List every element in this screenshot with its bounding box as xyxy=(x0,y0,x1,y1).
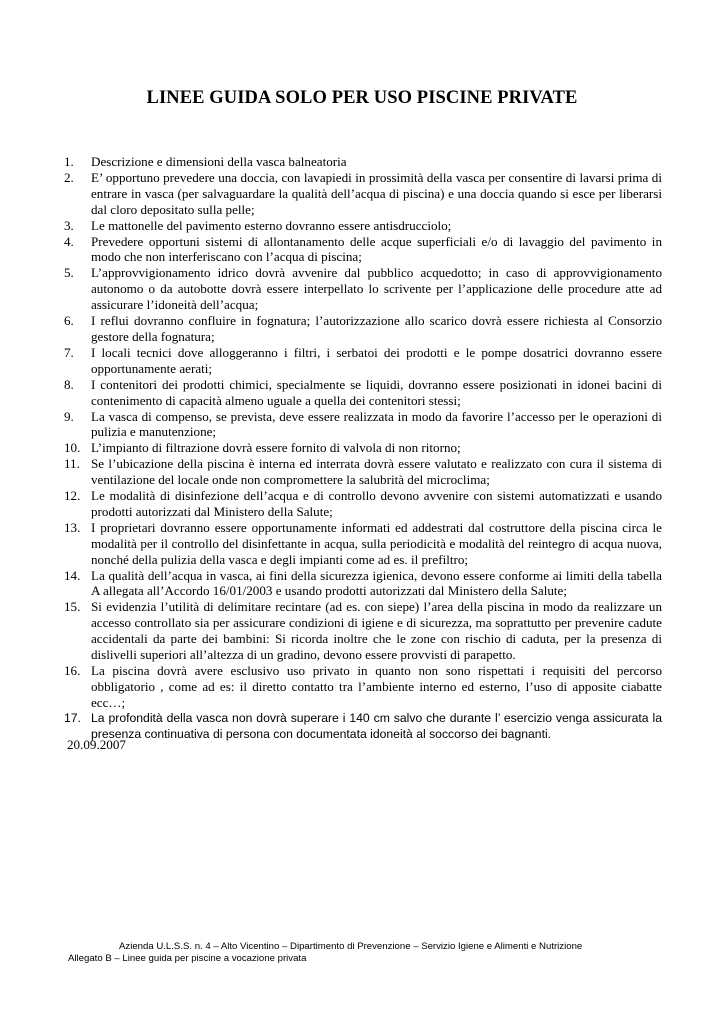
list-item xyxy=(64,520,662,568)
footer-attachment: Allegato B – Linee guida per piscine a vocazione privata xyxy=(68,953,307,964)
item-text: Le mattonelle del pavimento esterno dovranno essere antisdrucciolo; xyxy=(91,217,452,233)
item-number: 11. xyxy=(64,456,80,472)
item-text: Descrizione e dimensioni della vasca balneatoria xyxy=(91,154,347,169)
list-item xyxy=(64,488,662,520)
item-number: 4. xyxy=(64,233,74,249)
item-text: I contenitori dei prodotti chimici, specialmente se liquidi, dovranno essere posizionati in idonei bacini di contenimento di capacità almeno uguale a quella dei contenitori stessi; xyxy=(91,376,662,408)
item-number: 7. xyxy=(64,344,74,360)
item-text: Prevedere opportuni sistemi di allontanamento delle acque superficiali e/o di lavaggio del pavimento in modo che non interferiscano con l’acqua di piscina; xyxy=(91,233,662,265)
list-item xyxy=(64,409,662,441)
item-text: Si evidenzia l’utilità di delimitare recintare (ad es. con siepe) l’area della piscina in modo da realizzare un accesso controllato sia per assicurare condizioni di igiene e di sicurezza, ma soprattutto per prevenire cadute accidentali da parte dei bambini: Si ricorda inoltre che le zone con rischio di caduta, per la presenza di dislivelli superiori all’altezza di un gradino, devono essere provvisti di parapetto. xyxy=(91,599,662,663)
list-item xyxy=(64,711,662,743)
list-item xyxy=(64,568,662,600)
list-item xyxy=(64,170,662,218)
item-number: 16. xyxy=(64,663,81,678)
item-text: L’approvvigionamento idrico dovrà avvenire dal pubblico acquedotto; in caso di approvvigionamento autonomo o da autobotte dovrà essere interpellato lo scrivente per l’applicazione delle procedure atte ad assicurare l’idoneità dell’acqua; xyxy=(91,265,662,313)
item-text: Se l’ubicazione della piscina è interna ed interrata dovrà essere valutato e realizzato con cura il sistema di ventilazione del locale onde non compromettere la salubrità del microclima; xyxy=(91,456,662,488)
item-text: E’ opportuno prevedere una doccia, con lavapiedi in prossimità della vasca per consentire di lavarsi prima di entrare in vasca (per salvaguardare la qualità dell’acqua di piscina) e una doccia quando si esce per liberarsi dal cloro depositato sulla pelle; xyxy=(91,169,662,217)
item-number: 1. xyxy=(64,154,74,169)
list-item xyxy=(64,313,662,345)
list-item xyxy=(64,663,662,711)
item-number: 6. xyxy=(64,313,74,329)
item-text: L’impianto di filtrazione dovrà essere fornito di valvola di non ritorno; xyxy=(91,440,461,456)
item-text: La vasca di compenso, se prevista, deve essere realizzata in modo da favorire l’accesso per le operazioni di pulizia e manutenzione; xyxy=(91,408,662,440)
list-item xyxy=(64,234,662,266)
item-number: 9. xyxy=(64,408,74,424)
item-number: 8. xyxy=(64,376,74,392)
item-number: 17. xyxy=(64,710,81,725)
item-text: I proprietari dovranno essere opportunamente informati ed addestrati dal costruttore della piscina circa le modalità per il controllo del disinfettante in acqua, sulla periodicità e modalità del reintegro di acqua nuova, nonché della pulizia della vasca e degli impianti come ad es. il prefiltro; xyxy=(91,519,662,567)
list-item xyxy=(64,599,662,663)
item-text: La piscina dovrà avere esclusivo uso privato in quanto non sono rispettati i requisiti del percorso obbligatorio , come ad es: il diretto contatto tra l’ambiente interno ed esterno, l’uso di apposite ciabatte ecc…; xyxy=(91,663,662,710)
item-text: La qualità dell’acqua in vasca, ai fini della sicurezza igienica, devono essere conforme ai limiti della tabella A allegata all’Accordo 16/01/2003 e usando prodotti autorizzati dal Ministero della Salute; xyxy=(91,567,662,599)
list-item xyxy=(64,218,662,234)
item-text: I locali tecnici dove alloggeranno i filtri, i serbatoi dei prodotti e le pompe dosatrici dovranno essere opportunamente aerati; xyxy=(91,344,662,376)
item-number: 14. xyxy=(64,567,81,583)
item-number: 3. xyxy=(64,217,74,233)
list-item xyxy=(64,456,662,488)
item-text: Le modalità di disinfezione dell’acqua e di controllo devono avvenire con sistemi automatizzati e usando prodotti autorizzati dal Ministero della Salute; xyxy=(91,488,662,519)
list-item xyxy=(64,377,662,409)
list-item xyxy=(64,345,662,377)
item-text: La profondità della vasca non dovrà superare i 140 cm salvo che durante l’ esercizio venga assicurata la presenza continuativa di persona con documentata idoneità al soccorso dei bagnanti. xyxy=(91,710,662,741)
list-item xyxy=(64,265,662,313)
item-number: 5. xyxy=(64,265,74,281)
document-date: 20.09.2007 xyxy=(67,737,126,752)
list-item xyxy=(64,440,662,456)
item-number: 15. xyxy=(64,599,81,615)
document-title: LINEE GUIDA SOLO PER USO PISCINE PRIVATE xyxy=(146,88,578,108)
item-text: I reflui dovranno confluire in fognatura; l’autorizzazione allo scarico dovrà essere richiesta al Consorzio gestore della fognatura; xyxy=(91,313,662,344)
item-number: 10. xyxy=(64,440,81,456)
item-number: 12. xyxy=(64,488,81,504)
guidelines-list xyxy=(64,154,662,743)
item-number: 13. xyxy=(64,519,81,535)
item-number: 2. xyxy=(64,169,74,185)
list-item xyxy=(64,154,662,170)
footer-organization: Azienda U.L.S.S. n. 4 – Alto Vicentino – Dipartimento di Prevenzione – Servizio Igiene e Alimenti e Nutrizione xyxy=(119,941,583,952)
